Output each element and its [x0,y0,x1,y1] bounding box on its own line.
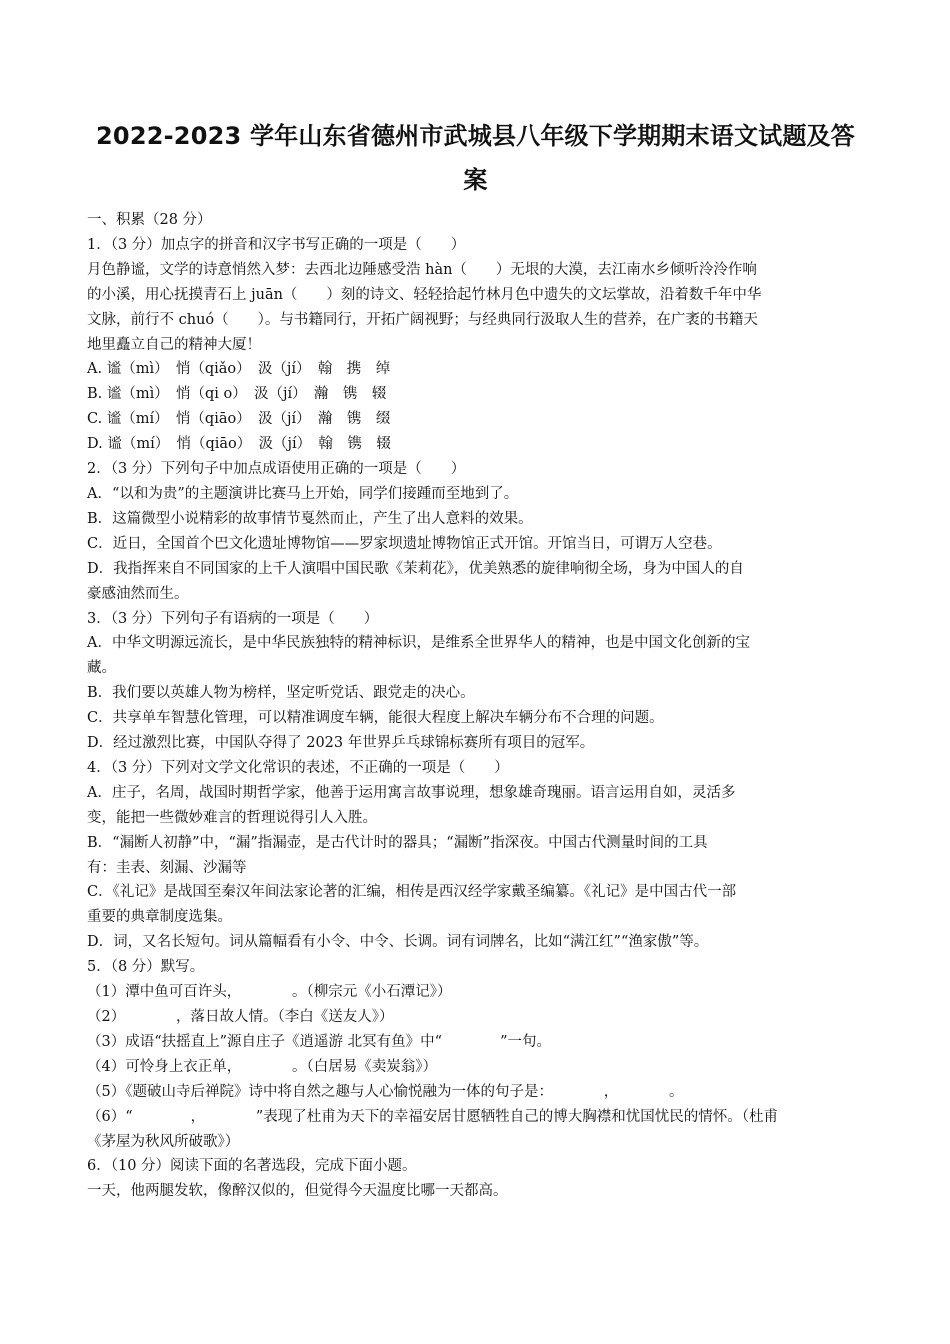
document-title [87,114,864,202]
question-3-option-b: B．我们要以英雄人物为榜样，坚定听党话、跟党走的决心。 [87,685,475,702]
question-5-item-5: （5）《题破山寺后禅院》诗中将自然之趣与人心愉悦融为一体的句子是： ， 。 [87,1083,684,1100]
question-5-item-3: （3）成语“扶摇直上”源自庄子《逍遥游 北冥有鱼》中“ ”一句。 [87,1033,551,1050]
question-3-stem: 3．（3 分）下列句子有语病的一项是（ ） [87,610,379,627]
question-5-item-6-cont: 《茅屋为秋风所破歌》） [87,1133,240,1150]
question-2-option-d-cont: 豪感油然而生。 [87,585,189,602]
question-2-option-a: A．“以和为贵”的主题演讲比赛马上开始，同学们接踵而至地到了。 [87,485,519,502]
question-1-option-c: C. 谧（mí） 悄（qiāo） 汲（jí） 瀚 镌 缀 [87,411,391,428]
question-1-passage-line: 月色静谧，文学的诗意悄然入梦：去西北边陲感受浩 hàn（ ）无垠的大漠，去江南水乡倾听泠泠作响 [87,261,757,278]
question-4-option-a: A．庄子，名周，战国时期哲学家，他善于运用寓言故事说理，想象雄奇瑰丽。语言运用自如，灵活多 [87,784,736,801]
title-line-2: 案 [463,166,488,194]
question-1-passage-line: 的小溪，用心抚摸青石上 juān（ ）刻的诗文、轻轻拾起竹林月色中遗失的文坛掌故，沿着数千年中华 [87,286,762,303]
question-6-passage-line: 一天，他两腿发软，像醉汉似的，但觉得今天温度比哪一天都高。 [87,1183,508,1200]
question-4-option-b-cont: 有：圭表、刻漏、沙漏等 [87,859,247,876]
question-4-option-c: C．《礼记》是战国至秦汉年间法家论著的汇编，相传是西汉经学家戴圣编纂。《礼记》是中国古代一部 [87,884,737,901]
question-6-stem: 6．（10 分）阅读下面的名著选段，完成下面小题。 [87,1158,417,1175]
question-4-option-b: B．“漏断人初静”中，“漏”指漏壶，是古代计时的器具；“漏断”指深夜。中国古代测量时间的工具 [87,834,708,851]
question-3-option-d: D．经过激烈比赛，中国队夺得了 2023 年世界乒乓球锦标赛所有项目的冠军。 [87,735,595,752]
question-1-passage-line: 地里矗立自己的精神大厦！ [87,336,261,353]
question-3-option-a-cont: 藏。 [87,660,116,677]
question-4-option-a-cont: 变，能把一些微妙难言的哲理说得引人入胜。 [87,809,377,826]
question-2-option-d: D．我指挥来自不同国家的上千人演唱中国民歌《茉莉花》，优美熟悉的旋律响彻全场，身为中国人的自 [87,560,744,577]
section-heading: 一、积累（28 分） [87,212,212,228]
question-2-option-b: B．这篇微型小说精彩的故事情节戛然而止，产生了出人意料的效果。 [87,510,533,527]
question-5-item-6: （6）“ ， ”表现了杜甫为天下的幸福安居甘愿牺牲自己的博大胸襟和忧国忧民的情怀。（杜甫 [87,1108,779,1125]
question-5-item-1: （1）潭中鱼可百许头， 。（柳宗元《小石潭记》） [87,984,452,1001]
question-5-item-4: （4）可怜身上衣正单， 。（白居易《卖炭翁》） [87,1058,437,1075]
question-1-option-a: A. 谧（mì） 悄（qiǎo） 汲（jí） 翰 携 绰 [87,361,391,378]
question-2-option-c: C．近日，全国首个巴文化遗址博物馆——罗家坝遗址博物馆正式开馆。开馆当日，可谓万人空巷。 [87,535,722,552]
question-1-stem: 1．（3 分）加点字的拼音和汉字书写正确的一项是（ ） [87,236,466,253]
question-1-option-b: B. 谧（mì） 悄（qi o） 汲（jí） 瀚 镌 辍 [87,386,387,403]
question-1-passage-line: 文脉，前行不 chuó（ ）。与书籍同行，开拓广阔视野；与经典同行汲取人生的营养，在广袤的书籍天 [87,311,758,328]
document-body [87,208,864,1204]
question-3-option-c: C．共享单车智慧化管理，可以精准调度车辆，能很大程度上解决车辆分布不合理的问题。 [87,710,664,727]
question-4-stem: 4．（3 分）下列对文学文化常识的表述，不正确的一项是（ ） [87,759,509,776]
question-4-option-c-cont: 重要的典章制度选集。 [87,909,232,926]
question-4-option-d: D．词，又名长短句。词从篇幅看有小令、中令、长调。词有词牌名，比如“满江红”“渔家傲”等。 [87,934,709,951]
question-3-option-a: A．中华文明源远流长，是中华民族独特的精神标识，是维系全世界华人的精神，也是中国文化创新的宝 [87,635,750,652]
question-5-stem: 5．（8 分）默写。 [87,959,205,976]
question-5-item-2: （2） ，落日故人情。（李白《送友人》） [87,1009,394,1025]
title-line-1: 2022-2023 学年山东省德州市武城县八年级下学期期末语文试题及答 [96,122,855,150]
question-2-stem: 2．（3 分）下列句子中加点成语使用正确的一项是（ ） [87,461,466,478]
question-1-option-d: D. 谧（mí） 悄（qiāo） 汲（jí） 翰 镌 辍 [87,436,391,453]
